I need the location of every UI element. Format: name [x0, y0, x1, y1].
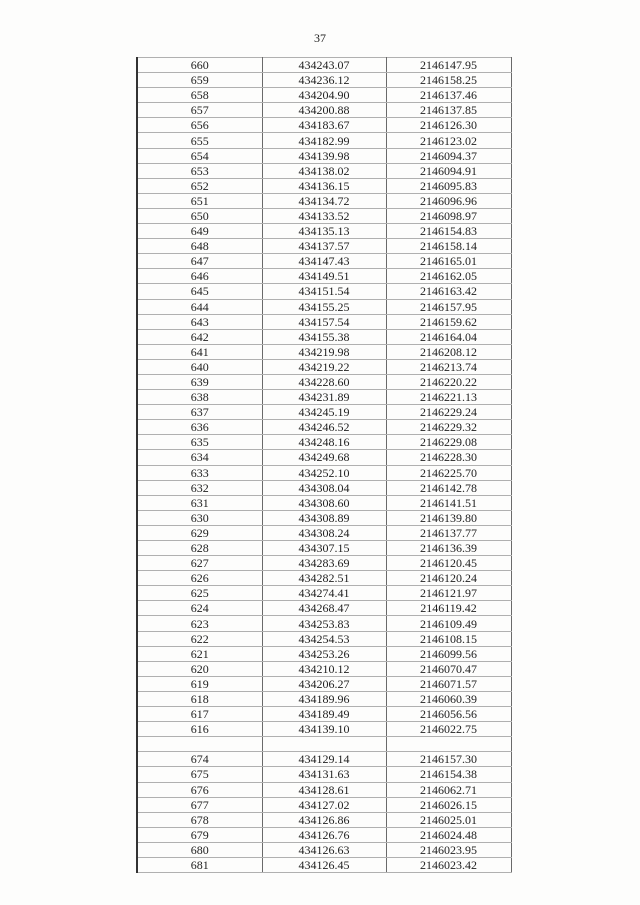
table-row: [137, 646, 511, 661]
x-coordinate-cell: 434243.07: [262, 58, 386, 73]
table-row: [137, 133, 511, 148]
x-coordinate-cell: 434228.60: [262, 374, 386, 389]
y-coordinate-cell: 2146094.37: [386, 148, 511, 163]
point-number-cell: 616: [137, 722, 262, 737]
table-row: [137, 495, 511, 510]
x-coordinate-cell: 434129.14: [262, 752, 386, 767]
y-coordinate-cell: 2146147.95: [386, 58, 511, 73]
point-number-cell: 626: [137, 571, 262, 586]
point-number-cell: 674: [137, 752, 262, 767]
point-number-cell: 639: [137, 374, 262, 389]
table-row: [137, 586, 511, 601]
y-coordinate-cell: 2146096.96: [386, 193, 511, 208]
y-coordinate-cell: 2146108.15: [386, 631, 511, 646]
x-coordinate-cell: 434189.49: [262, 707, 386, 722]
y-coordinate-cell: 2146165.01: [386, 254, 511, 269]
y-coordinate-cell: 2146229.24: [386, 405, 511, 420]
point-number-cell: 635: [137, 435, 262, 450]
x-coordinate-cell: 434253.26: [262, 646, 386, 661]
table-row: [137, 208, 511, 223]
table-row: [137, 465, 511, 480]
y-coordinate-cell: 2146157.30: [386, 752, 511, 767]
x-coordinate-cell: 434206.27: [262, 676, 386, 691]
point-number-cell: 629: [137, 525, 262, 540]
y-coordinate-cell: 2146098.97: [386, 208, 511, 223]
table-row: [137, 752, 511, 767]
table-row: [137, 631, 511, 646]
table-row: [137, 299, 511, 314]
point-number-cell: 647: [137, 254, 262, 269]
point-number-cell: 644: [137, 299, 262, 314]
point-number-cell: 655: [137, 133, 262, 148]
x-coordinate-cell: 434249.68: [262, 450, 386, 465]
x-coordinate-cell: 434274.41: [262, 586, 386, 601]
y-coordinate-cell: 2146109.49: [386, 616, 511, 631]
x-coordinate-cell: 434151.54: [262, 284, 386, 299]
table-row: [137, 541, 511, 556]
table-row: [137, 616, 511, 631]
y-coordinate-cell: 2146137.77: [386, 525, 511, 540]
x-coordinate-cell: 434254.53: [262, 631, 386, 646]
y-coordinate-cell: 2146056.56: [386, 707, 511, 722]
x-coordinate-cell: 434126.76: [262, 827, 386, 842]
point-number-cell: 618: [137, 691, 262, 706]
point-number-cell: 620: [137, 661, 262, 676]
x-coordinate-cell: 434127.02: [262, 797, 386, 812]
x-coordinate-cell: 434138.02: [262, 163, 386, 178]
x-coordinate-cell: 434155.38: [262, 329, 386, 344]
point-number-cell: 645: [137, 284, 262, 299]
x-coordinate-cell: 434248.16: [262, 435, 386, 450]
y-coordinate-cell: 2146137.46: [386, 88, 511, 103]
table-row: [137, 58, 511, 73]
table-row: [137, 676, 511, 691]
point-number-cell: 658: [137, 88, 262, 103]
x-coordinate-cell: 434219.98: [262, 344, 386, 359]
table-row: [137, 450, 511, 465]
y-coordinate-cell: 2146022.75: [386, 722, 511, 737]
y-coordinate-cell: 2146025.01: [386, 812, 511, 827]
x-coordinate-cell: 434155.25: [262, 299, 386, 314]
y-coordinate-cell: 2146154.38: [386, 767, 511, 782]
point-number-cell: 630: [137, 510, 262, 525]
x-coordinate-cell: 434182.99: [262, 133, 386, 148]
y-coordinate-cell: 2146099.56: [386, 646, 511, 661]
table-row: [137, 420, 511, 435]
coordinates-table-body: [137, 58, 511, 873]
y-coordinate-cell: 2146158.25: [386, 73, 511, 88]
point-number-cell: 654: [137, 148, 262, 163]
y-coordinate-cell: 2146119.42: [386, 601, 511, 616]
x-coordinate-cell: 434210.12: [262, 661, 386, 676]
point-number-cell: 640: [137, 359, 262, 374]
table-row: [137, 374, 511, 389]
y-coordinate-cell: 2146060.39: [386, 691, 511, 706]
x-coordinate-cell: 434307.15: [262, 541, 386, 556]
point-number-cell: 675: [137, 767, 262, 782]
y-coordinate-cell: 2146154.83: [386, 224, 511, 239]
point-number-cell: 634: [137, 450, 262, 465]
point-number-cell: 656: [137, 118, 262, 133]
table-row: [137, 193, 511, 208]
table-row: [137, 857, 511, 872]
table-row: [137, 118, 511, 133]
y-coordinate-cell: 2146225.70: [386, 465, 511, 480]
y-coordinate-cell: 2146157.95: [386, 299, 511, 314]
point-number-cell: 657: [137, 103, 262, 118]
y-coordinate-cell: 2146024.48: [386, 827, 511, 842]
x-coordinate-cell: 434149.51: [262, 269, 386, 284]
y-coordinate-cell: 2146163.42: [386, 284, 511, 299]
y-coordinate-cell: 2146141.51: [386, 495, 511, 510]
x-coordinate-cell: 434157.54: [262, 314, 386, 329]
point-number-cell: 648: [137, 239, 262, 254]
x-coordinate-cell: 434308.04: [262, 480, 386, 495]
x-coordinate-cell: 434126.86: [262, 812, 386, 827]
point-number-cell: 624: [137, 601, 262, 616]
y-coordinate-cell: 2146094.91: [386, 163, 511, 178]
point-number-cell: 621: [137, 646, 262, 661]
y-coordinate-cell: 2146142.78: [386, 480, 511, 495]
y-coordinate-cell: 2146123.02: [386, 133, 511, 148]
y-coordinate-cell: [386, 737, 511, 752]
y-coordinate-cell: 2146023.95: [386, 842, 511, 857]
y-coordinate-cell: 2146139.80: [386, 510, 511, 525]
y-coordinate-cell: 2146229.32: [386, 420, 511, 435]
table-row: [137, 148, 511, 163]
x-coordinate-cell: 434126.63: [262, 842, 386, 857]
table-row: [137, 556, 511, 571]
y-coordinate-cell: 2146062.71: [386, 782, 511, 797]
x-coordinate-cell: 434139.10: [262, 722, 386, 737]
x-coordinate-cell: 434136.15: [262, 178, 386, 193]
table-row: [137, 601, 511, 616]
point-number-cell: 652: [137, 178, 262, 193]
point-number-cell: 625: [137, 586, 262, 601]
point-number-cell: 649: [137, 224, 262, 239]
point-number-cell: 631: [137, 495, 262, 510]
x-coordinate-cell: 434308.89: [262, 510, 386, 525]
x-coordinate-cell: [262, 737, 386, 752]
y-coordinate-cell: 2146229.08: [386, 435, 511, 450]
point-number-cell: 678: [137, 812, 262, 827]
table-row: [137, 224, 511, 239]
table-row: [137, 163, 511, 178]
point-number-cell: 680: [137, 842, 262, 857]
point-number-cell: 641: [137, 344, 262, 359]
table-row: [137, 707, 511, 722]
table-row: [137, 405, 511, 420]
y-coordinate-cell: 2146071.57: [386, 676, 511, 691]
table-row: [137, 510, 511, 525]
x-coordinate-cell: 434236.12: [262, 73, 386, 88]
x-coordinate-cell: 434308.24: [262, 525, 386, 540]
x-coordinate-cell: 434134.72: [262, 193, 386, 208]
point-number-cell: 636: [137, 420, 262, 435]
x-coordinate-cell: 434200.88: [262, 103, 386, 118]
y-coordinate-cell: 2146208.12: [386, 344, 511, 359]
table-row: [137, 88, 511, 103]
y-coordinate-cell: 2146164.04: [386, 329, 511, 344]
point-number-cell: 622: [137, 631, 262, 646]
table-row: [137, 737, 511, 752]
x-coordinate-cell: 434268.47: [262, 601, 386, 616]
table-row: [137, 435, 511, 450]
x-coordinate-cell: 434282.51: [262, 571, 386, 586]
y-coordinate-cell: 2146159.62: [386, 314, 511, 329]
table-row: [137, 827, 511, 842]
y-coordinate-cell: 2146228.30: [386, 450, 511, 465]
table-row: [137, 269, 511, 284]
table-row: [137, 239, 511, 254]
point-number-cell: 650: [137, 208, 262, 223]
y-coordinate-cell: 2146136.39: [386, 541, 511, 556]
x-coordinate-cell: 434126.45: [262, 857, 386, 872]
table-row: [137, 254, 511, 269]
point-number-cell: 660: [137, 58, 262, 73]
point-number-cell: 619: [137, 676, 262, 691]
y-coordinate-cell: 2146023.42: [386, 857, 511, 872]
y-coordinate-cell: 2146126.30: [386, 118, 511, 133]
point-number-cell: 633: [137, 465, 262, 480]
point-number-cell: 638: [137, 390, 262, 405]
y-coordinate-cell: 2146213.74: [386, 359, 511, 374]
x-coordinate-cell: 434131.63: [262, 767, 386, 782]
x-coordinate-cell: 434253.83: [262, 616, 386, 631]
x-coordinate-cell: 434183.67: [262, 118, 386, 133]
table-row: [137, 359, 511, 374]
x-coordinate-cell: 434231.89: [262, 390, 386, 405]
point-number-cell: 623: [137, 616, 262, 631]
point-number-cell: 676: [137, 782, 262, 797]
point-number-cell: 632: [137, 480, 262, 495]
y-coordinate-cell: 2146162.05: [386, 269, 511, 284]
table-row: [137, 525, 511, 540]
y-coordinate-cell: 2146095.83: [386, 178, 511, 193]
x-coordinate-cell: 434308.60: [262, 495, 386, 510]
table-row: [137, 782, 511, 797]
x-coordinate-cell: 434246.52: [262, 420, 386, 435]
y-coordinate-cell: 2146158.14: [386, 239, 511, 254]
point-number-cell: [137, 737, 262, 752]
y-coordinate-cell: 2146070.47: [386, 661, 511, 676]
point-number-cell: 653: [137, 163, 262, 178]
x-coordinate-cell: 434147.43: [262, 254, 386, 269]
x-coordinate-cell: 434252.10: [262, 465, 386, 480]
table-row: [137, 661, 511, 676]
table-row: [137, 284, 511, 299]
table-row: [137, 571, 511, 586]
point-number-cell: 637: [137, 405, 262, 420]
y-coordinate-cell: 2146121.97: [386, 586, 511, 601]
point-number-cell: 679: [137, 827, 262, 842]
x-coordinate-cell: 434245.19: [262, 405, 386, 420]
table-row: [137, 691, 511, 706]
point-number-cell: 627: [137, 556, 262, 571]
table-row: [137, 103, 511, 118]
table-row: [137, 314, 511, 329]
point-number-cell: 659: [137, 73, 262, 88]
x-coordinate-cell: 434128.61: [262, 782, 386, 797]
point-number-cell: 651: [137, 193, 262, 208]
coordinates-table: [136, 57, 512, 873]
table-row: [137, 722, 511, 737]
table-row: [137, 344, 511, 359]
table-row: [137, 178, 511, 193]
table-row: [137, 329, 511, 344]
point-number-cell: 677: [137, 797, 262, 812]
table-row: [137, 812, 511, 827]
y-coordinate-cell: 2146137.85: [386, 103, 511, 118]
point-number-cell: 617: [137, 707, 262, 722]
point-number-cell: 643: [137, 314, 262, 329]
table-row: [137, 797, 511, 812]
point-number-cell: 628: [137, 541, 262, 556]
x-coordinate-cell: 434204.90: [262, 88, 386, 103]
x-coordinate-cell: 434135.13: [262, 224, 386, 239]
x-coordinate-cell: 434139.98: [262, 148, 386, 163]
table-row: [137, 842, 511, 857]
y-coordinate-cell: 2146026.15: [386, 797, 511, 812]
y-coordinate-cell: 2146220.22: [386, 374, 511, 389]
table-row: [137, 390, 511, 405]
y-coordinate-cell: 2146120.45: [386, 556, 511, 571]
table-row: [137, 767, 511, 782]
x-coordinate-cell: 434133.52: [262, 208, 386, 223]
point-number-cell: 642: [137, 329, 262, 344]
point-number-cell: 681: [137, 857, 262, 872]
table-row: [137, 480, 511, 495]
x-coordinate-cell: 434283.69: [262, 556, 386, 571]
table-row: [137, 73, 511, 88]
page-number: 37: [314, 31, 326, 45]
y-coordinate-cell: 2146120.24: [386, 571, 511, 586]
x-coordinate-cell: 434189.96: [262, 691, 386, 706]
y-coordinate-cell: 2146221.13: [386, 390, 511, 405]
x-coordinate-cell: 434219.22: [262, 359, 386, 374]
point-number-cell: 646: [137, 269, 262, 284]
x-coordinate-cell: 434137.57: [262, 239, 386, 254]
